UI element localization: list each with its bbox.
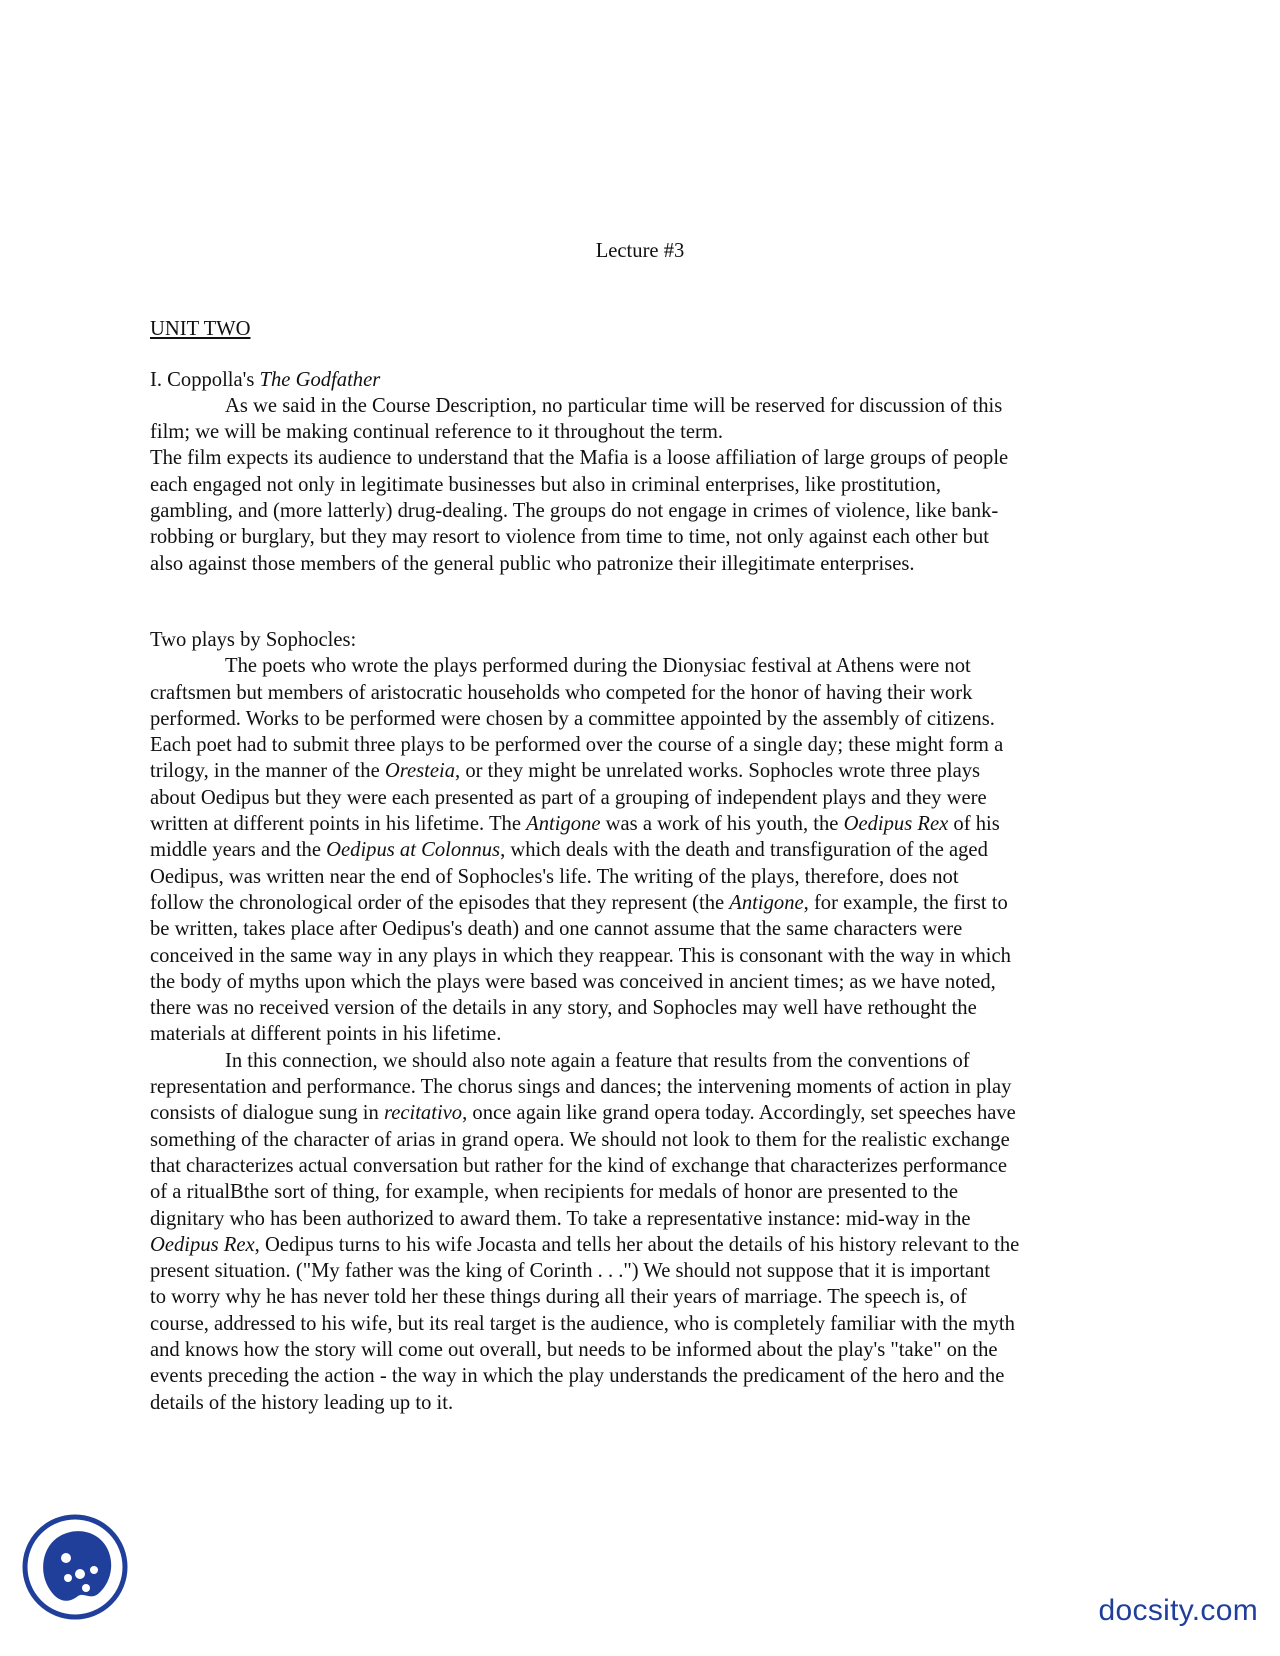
docsity-brand-link[interactable]: docsity.com [1098, 1594, 1258, 1627]
paragraph-line: robbing or burglary, but they may resort to violence from time to time, not only against each other but [150, 526, 989, 549]
docsity-logo-icon[interactable] [20, 1512, 130, 1622]
paragraph-line: In this connection, we should also note again a feature that results from the conventions of [225, 1049, 970, 1072]
paragraph-line: and knows how the story will come out overall, but needs to be informed about the play's "take" on the [150, 1338, 998, 1361]
paragraph-line: Each poet had to submit three plays to be performed over the course of a single day; these might form a [150, 734, 1004, 757]
section-sophocles [150, 627, 1130, 1416]
paragraph-line: there was no received version of the details in any story, and Sophocles may well have rethought the [150, 997, 977, 1020]
paragraph-line: The poets who wrote the plays performed during the Dionysiac festival at Athens were not [225, 655, 971, 678]
paragraph-line: film; we will be making continual reference to it throughout the term. [150, 421, 724, 444]
paragraph-line: As we said in the Course Description, no particular time will be reserved for discussion of this [225, 394, 1003, 417]
paragraph-line: The film expects its audience to understand that the Mafia is a loose affiliation of large groups of people [150, 447, 1009, 470]
paragraph-line: the body of myths upon which the plays were based was conceived in ancient times; as we have noted, [150, 970, 996, 993]
unit-heading: UNIT TWO [150, 318, 251, 341]
paragraph-line: performed. Works to be performed were chosen by a committee appointed by the assembly of citizens. [150, 707, 995, 730]
section-godfather [150, 367, 1130, 577]
paragraph-line: Oedipus Rex, Oedipus turns to his wife Jocasta and tells her about the details of his history relevant to the [150, 1233, 1020, 1256]
paragraph-line: follow the chronological order of the episodes that they represent (the Antigone, for example, the first to [150, 891, 1008, 914]
document-page [150, 238, 1130, 1416]
paragraph-line: events preceding the action - the way in which the play understands the predicament of the hero and the [150, 1365, 1005, 1388]
paragraph-line: be written, takes place after Oedipus's death) and one cannot assume that the same characters were [150, 918, 963, 941]
paragraph-line: present situation. ("My father was the king of Corinth . . .") We should not suppose that it is important [150, 1260, 991, 1283]
paragraph-line: trilogy, in the manner of the Oresteia, or they might be unrelated works. Sophocles wrote three plays [150, 760, 981, 783]
paragraph-line: consists of dialogue sung in recitativo, once again like grand opera today. Accordingly, set speeches have [150, 1102, 1016, 1125]
paragraph-line: each engaged not only in legitimate businesses but also in criminal enterprises, like prostitution, [150, 473, 941, 496]
paragraph-line: details of the history leading up to it. [150, 1391, 454, 1414]
paragraph-line: craftsmen but members of aristocratic households who competed for the honor of having their work [150, 681, 973, 704]
paragraph-line: something of the character of arias in grand opera. We should not look to them for the realistic exchange [150, 1128, 1010, 1151]
paragraph-line: conceived in the same way in any plays in which they reappear. This is consonant with the way in which [150, 944, 1011, 967]
paragraph-line: to worry why he has never told her these things during all their years of marriage. The speech is, of [150, 1286, 967, 1309]
section-heading-sophocles: Two plays by Sophocles: [150, 628, 357, 651]
paragraph-line: about Oedipus but they were each presented as part of a grouping of independent plays and they were [150, 786, 987, 809]
paragraph-line: dignitary who has been authorized to award them. To take a representative instance: mid-way in the [150, 1207, 971, 1230]
paragraph-line: also against those members of the general public who patronize their illegitimate enterprises. [150, 552, 915, 575]
paragraph-line: written at different points in his lifetime. The Antigone was a work of his youth, the Oedipus Rex of his [150, 813, 1000, 836]
paragraph-line: of a ritualBthe sort of thing, for example, when recipients for medals of honor are presented to the [150, 1181, 959, 1204]
section-heading-godfather: I. Coppolla's The Godfather [150, 368, 381, 391]
paragraph-line: course, addressed to his wife, but its real target is the audience, who is completely familiar with the myth [150, 1312, 1015, 1335]
paragraph-line: representation and performance. The chorus sings and dances; the intervening moments of action in play [150, 1076, 1012, 1099]
paragraph-line: middle years and the Oedipus at Colonnus, which deals with the death and transfiguration of the aged [150, 839, 988, 862]
page-title: Lecture #3 [595, 240, 685, 262]
paragraph-line: materials at different points in his lifetime. [150, 1023, 502, 1046]
paragraph-line: gambling, and (more latterly) drug-dealing. The groups do not engage in crimes of violence, like bank- [150, 500, 999, 523]
paragraph-line: Oedipus, was written near the end of Sophocles's life. The writing of the plays, therefore, does not [150, 865, 959, 888]
paragraph-line: that characterizes actual conversation but rather for the kind of exchange that characterizes performance [150, 1154, 1008, 1177]
